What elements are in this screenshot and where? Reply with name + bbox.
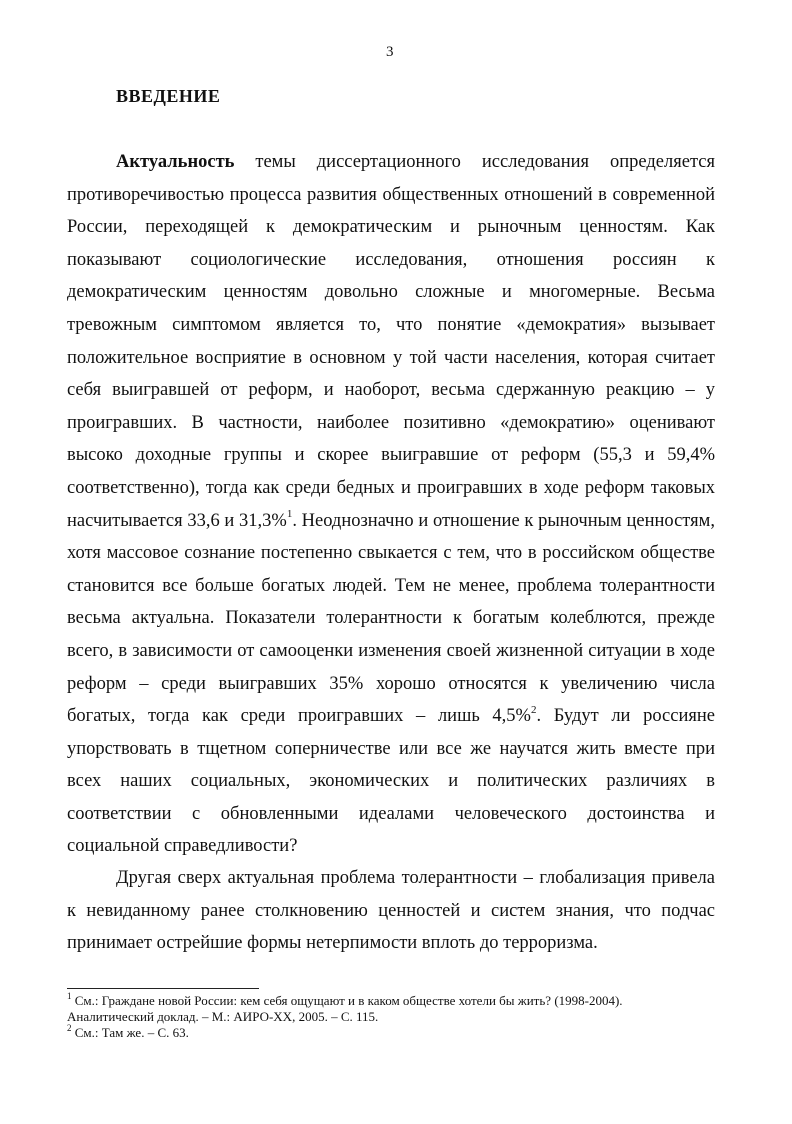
paragraph-relevance — [67, 146, 715, 863]
footnote-2-mark: 2 — [67, 1022, 72, 1033]
paragraph-text-part-b: . Неоднозначно и отношение к рыночным ценностям, хотя массовое сознание постепенно свыкается с тем, что в российском обществе становится все больше богатых людей. Тем не менее, проблема толерантности весьма актуальна. Показатели толерантности к богатым колеблются, прежде всего, в зависимости от самооценки изменения своей жизненной ситуации в ходе реформ – среди выигравших 35% хорошо относятся к увеличению числа богатых, тогда как среди проигравших – лишь 4,5% — [67, 510, 715, 727]
page-number: 3 — [386, 44, 394, 60]
footnote-divider — [67, 988, 259, 989]
footnote-2 — [67, 1022, 707, 1041]
footnote-ref-2[interactable]: 2 — [530, 703, 537, 716]
footnotes — [67, 990, 707, 1041]
footnote-ref-1[interactable]: 1 — [286, 508, 293, 521]
footnote-1-mark: 1 — [67, 990, 72, 1001]
paragraph-text-part-c: . Будут ли россияне упорствовать в тщетном соперничестве или все же научатся жить вместе при всех наших социальных, экономических и политических различиях в соответствии с обновленными идеалами человеческого достоинства и социальной справедливости? — [67, 706, 716, 857]
paragraph-text-part-a: темы диссертационного исследования определяется противоречивостью процесса развития общественных отношений в современной России, переходящей к демократическим и рыночным ценностям. Как показывают социологические исследования, отношения россиян к демократическим ценностям довольно сложные и многомерные. Весьма тревожным симптомом является то, что понятие «демократия» вызывает положительное восприятие в основном у той части населения, которая считает себя выигравшей от реформ, и наоборот, весьма сдержанную реакцию – у проигравших. В частности, наиболее позитивно «демократию» оценивают высоко доходные группы и скорее выигравшие от реформ (55,3 и 59,4% соответственно), тогда как среди бедных и проигравших в ходе реформ таковых насчитывается 33,6 и 31,3% — [67, 152, 715, 531]
paragraph-globalization — [67, 862, 715, 960]
paragraph-2-text: Другая сверх актуальная проблема толерантности – глобализация привела к невиданному ранее столкновению ценностей и систем знания, что подчас принимает острейшие формы нетерпимости вплоть до терроризма. — [67, 868, 715, 954]
footnote-2-text: См.: Там же. – С. 63. — [71, 1025, 189, 1040]
section-heading: ВВЕДЕНИЕ — [116, 86, 221, 106]
footnote-1 — [67, 990, 707, 1025]
lead-term: Актуальность — [116, 152, 235, 172]
footnote-1-text: См.: Граждане новой России: кем себя ощущают и в каком обществе хотели бы жить? (1998-2004). Аналитический доклад. – М.: АИРО-XX, 2005. – С. 115. — [67, 993, 623, 1024]
